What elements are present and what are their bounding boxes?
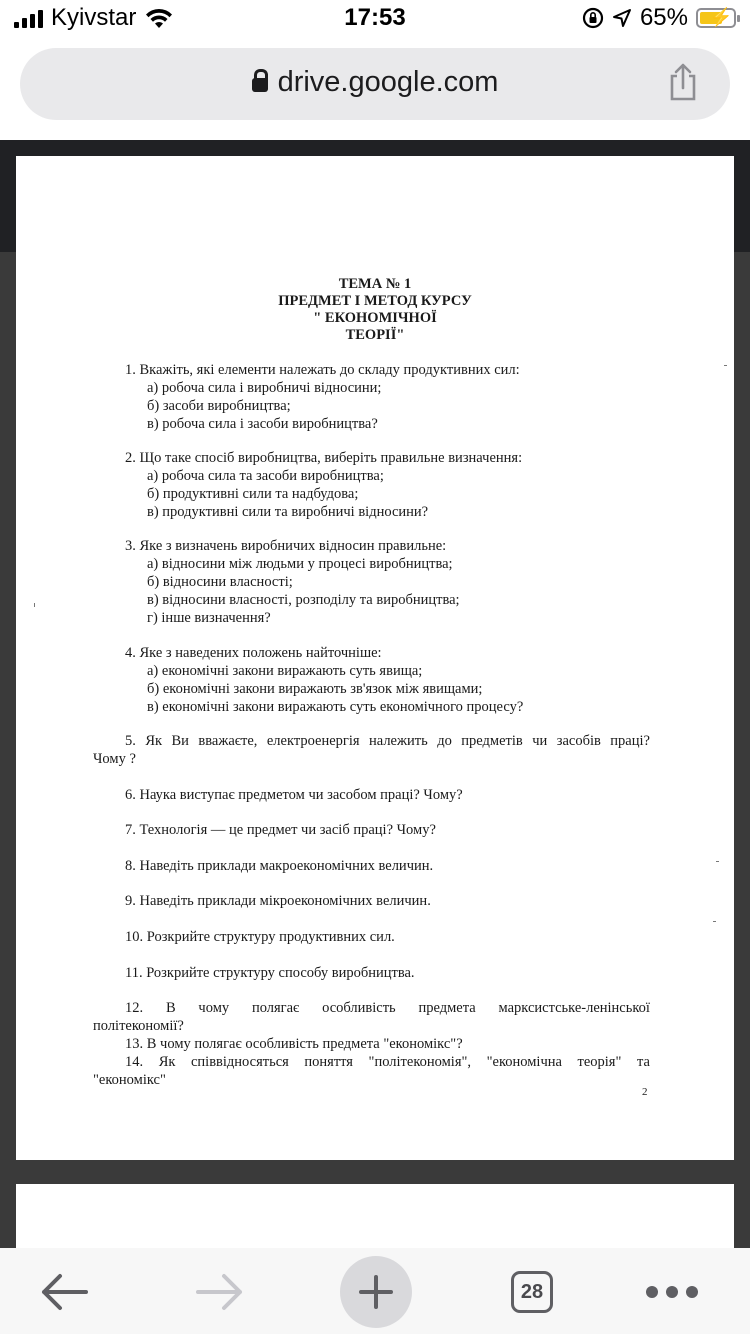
- word: Ви: [171, 733, 189, 749]
- answer-option: а) економічні закони виражають суть явища;: [147, 663, 423, 679]
- question-7: 7. Технологія — це предмет чи засіб праці? Чому?: [125, 822, 436, 838]
- forward-button[interactable]: [180, 1252, 260, 1332]
- word: 5.: [125, 733, 136, 749]
- word: чому: [198, 1000, 230, 1016]
- plus-icon: [340, 1256, 412, 1328]
- address-bar[interactable]: [20, 48, 730, 120]
- word: В: [165, 1000, 176, 1016]
- tab-switcher-button[interactable]: [492, 1252, 572, 1332]
- question-8: 8. Наведіть приклади макроекономічних величин.: [125, 858, 434, 874]
- question-12: [125, 999, 650, 1017]
- word: 14.: [125, 1054, 144, 1070]
- answer-option: б) засоби виробництва;: [147, 398, 291, 414]
- word: чи: [532, 733, 548, 749]
- word: поняття: [304, 1054, 353, 1070]
- share-icon[interactable]: [666, 62, 700, 102]
- word: засобів: [556, 733, 601, 749]
- answer-option: а) робоча сила та засоби виробництва;: [147, 468, 384, 484]
- question-9: 9. Наведіть приклади мікроекономічних величин.: [125, 893, 431, 909]
- question-6: 6. Наука виступає предметом чи засобом праці? Чому?: [125, 787, 463, 803]
- question-12-continuation: політекономії?: [93, 1018, 184, 1034]
- question-5: [125, 732, 650, 750]
- back-button[interactable]: [24, 1252, 104, 1332]
- word: марксистське-ленінської: [498, 1000, 650, 1016]
- word: предметів: [461, 733, 523, 749]
- question-3: 3. Яке з визначень виробничих відносин правильне:: [125, 538, 447, 554]
- url-text: drive.google.com: [277, 66, 499, 98]
- page-number: 2: [642, 1086, 648, 1098]
- lock-icon: [252, 78, 268, 92]
- word: співвідносяться: [190, 1054, 289, 1070]
- answer-option: б) економічні закони виражають зв'язок між явищами;: [147, 681, 483, 697]
- page-content: [16, 156, 734, 1160]
- question-4: 4. Яке з наведених положень найточніше:: [125, 645, 382, 661]
- word: вважаєте,: [198, 733, 258, 749]
- answer-option: в) відносини власності, розподілу та виробництва;: [147, 592, 460, 608]
- tab-count: 28: [511, 1271, 553, 1313]
- scan-speck: [34, 603, 35, 607]
- question-2: 2. Що таке спосіб виробництва, виберіть правильне визначення:: [125, 450, 523, 466]
- carrier-label: Kyivstar: [51, 4, 137, 31]
- url-display[interactable]: [20, 66, 730, 99]
- status-time: 17:53: [344, 4, 406, 31]
- back-arrow-icon: [38, 1272, 90, 1312]
- answer-option: в) продуктивні сили та виробничі відносини?: [147, 504, 429, 520]
- word: Як: [145, 733, 163, 749]
- word: предмета: [418, 1000, 476, 1016]
- doc-title-line: ТЕОРІЇ": [345, 327, 405, 343]
- word: належить: [369, 733, 428, 749]
- word: "економічна: [486, 1054, 562, 1070]
- word: теорія": [577, 1054, 622, 1070]
- word: особливість: [322, 1000, 396, 1016]
- word: електроенергія: [266, 733, 360, 749]
- document-page: [16, 156, 734, 1160]
- word: до: [437, 733, 452, 749]
- location-icon: [612, 8, 632, 28]
- answer-option: г) інше визначення?: [147, 610, 271, 626]
- scan-speck: [716, 861, 719, 862]
- battery-percent: 65%: [639, 4, 688, 31]
- battery-charging-icon: ⚡: [696, 8, 736, 28]
- answer-option: в) робоча сила і засоби виробництва?: [147, 416, 378, 432]
- forward-arrow-icon: [194, 1272, 246, 1312]
- question-5-continuation: Чому ?: [93, 751, 136, 767]
- bottom-toolbar: [0, 1248, 750, 1334]
- word: "політекономія",: [368, 1054, 472, 1070]
- question-14: [125, 1053, 650, 1071]
- answer-option: б) відносини власності;: [147, 574, 293, 590]
- new-tab-button[interactable]: [336, 1252, 416, 1332]
- word: та: [636, 1054, 650, 1070]
- doc-title-line: ПРЕДМЕТ І МЕТОД КУРСУ: [278, 293, 472, 309]
- more-menu-button[interactable]: [632, 1252, 712, 1332]
- answer-option: в) економічні закони виражають суть економічного процесу?: [147, 699, 524, 715]
- question-1: 1. Вкажіть, які елементи належать до складу продуктивних сил:: [125, 362, 520, 378]
- answer-option: а) робоча сила і виробничі відносини;: [147, 380, 382, 396]
- answer-option: а) відносини між людьми у процесі виробництва;: [147, 556, 453, 572]
- scan-speck: [724, 365, 727, 366]
- word: 12.: [125, 1000, 144, 1016]
- word: полягає: [251, 1000, 300, 1016]
- scan-speck: [713, 921, 716, 922]
- doc-title-line: ТЕМА № 1: [338, 276, 412, 292]
- answer-option: б) продуктивні сили та надбудова;: [147, 486, 359, 502]
- orientation-lock-icon: [582, 7, 604, 29]
- question-14-continuation: "економікс": [93, 1072, 166, 1088]
- question-11: 11. Розкрийте структуру способу виробництва.: [125, 965, 415, 981]
- word: Як: [158, 1054, 176, 1070]
- status-right: [582, 4, 736, 32]
- word: праці?: [610, 733, 650, 749]
- question-13: 13. В чому полягає особливість предмета "економікс"?: [125, 1036, 463, 1052]
- question-10: 10. Розкрийте структуру продуктивних сил.: [125, 929, 395, 945]
- more-icon: [646, 1286, 698, 1298]
- status-bar: [0, 0, 750, 40]
- document-viewer[interactable]: [0, 140, 750, 1248]
- doc-title-line: " ЕКОНОМІЧНОЇ: [313, 310, 437, 326]
